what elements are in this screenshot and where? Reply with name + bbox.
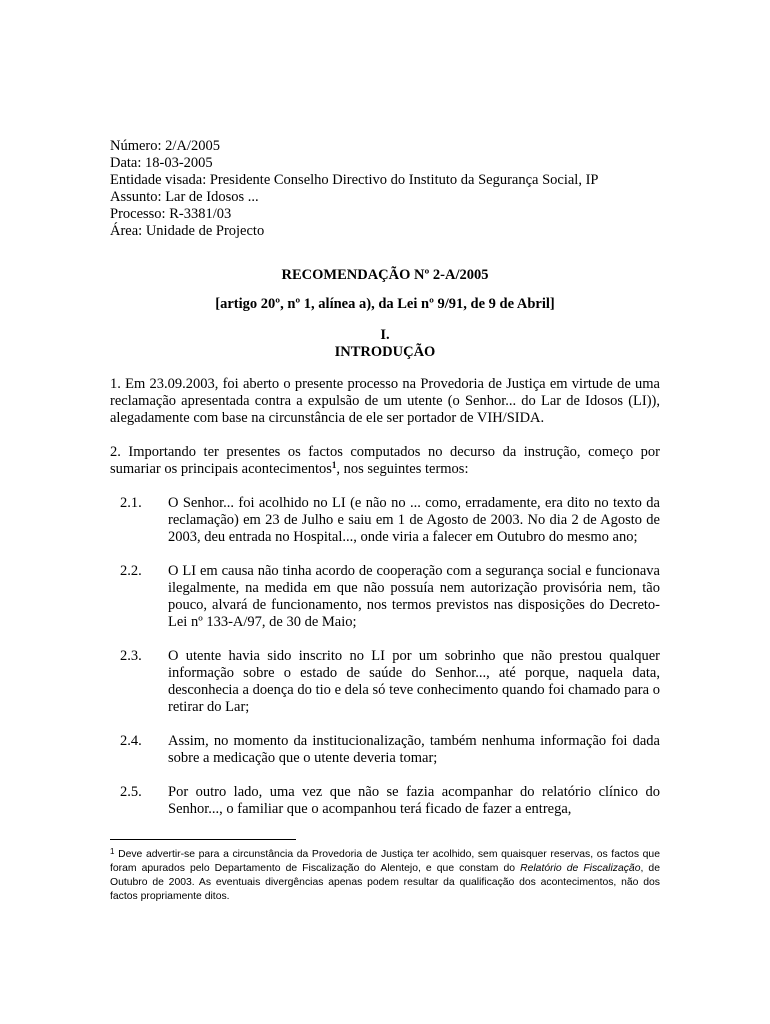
list-item xyxy=(120,784,660,818)
list-item-text: O LI em causa não tinha acordo de cooperação com a segurança social e funcionava ilegalmente, na medida em que não possuía nem autorização provisória nem, tão pouco, alvará de funcionamento, nos termos previstos nas disposições do Decreto-Lei nº 133-A/97, de 30 de Maio; xyxy=(168,563,660,630)
list-item xyxy=(120,495,660,546)
footnote-marker: 1 xyxy=(110,847,115,856)
header-data: Data: 18-03-2005 xyxy=(110,155,213,171)
footnote-ref[interactable]: 1 xyxy=(331,460,337,470)
paragraph-2-text: 2. Importando ter presentes os factos computados no decurso da instrução, começo por sumariar os principais acontecimentos xyxy=(110,444,660,477)
list-item xyxy=(120,648,660,716)
document-title: RECOMENDAÇÃO Nº 2-A/2005 xyxy=(281,267,489,283)
footnote-italic: Relatório de Fiscalização xyxy=(520,863,641,874)
header-area: Área: Unidade de Projecto xyxy=(110,223,265,239)
list-item-number: 2.4. xyxy=(120,733,142,749)
section-title: INTRODUÇÃO xyxy=(334,344,436,360)
list-item xyxy=(120,563,660,631)
document-header xyxy=(110,138,660,240)
header-entidade: Entidade visada: Presidente Conselho Directivo do Instituto da Segurança Social, IP xyxy=(110,172,599,188)
section-number: I. xyxy=(380,327,390,343)
list-item-text: Assim, no momento da institucionalização, também nenhuma informação foi dada sobre a medicação que o utente deveria tomar; xyxy=(168,733,660,766)
document-page xyxy=(110,138,660,835)
header-assunto: Assunto: Lar de Idosos ... xyxy=(110,189,259,205)
list-item-number: 2.5. xyxy=(120,784,142,800)
list-item-text: O utente havia sido inscrito no LI por um sobrinho que não prestou qualquer informação sobre o estado de saúde do Senhor..., até porque, naquela data, desconhecia a doença do tio e dela só teve conhecimento quando foi chamado para o retirar do Lar; xyxy=(168,648,660,715)
list-item-text: Por outro lado, uma vez que não se fazia acompanhar do relatório clínico do Senhor..., o familiar que o acompanhou terá ficado de fazer a entrega, xyxy=(168,784,660,817)
paragraph-2 xyxy=(110,444,660,478)
footnote-text: Deve advertir-se para a circunstância da Provedoria de Justiça ter acolhido, sem quaisquer reservas, os factos que foram apurados pelo Departamento de Fiscalização do Alentejo, e que constam do xyxy=(110,849,660,874)
list-item-text: O Senhor... foi acolhido no LI (e não no ... como, erradamente, era dito no texto da reclamação) em 23 de Julho e saiu em 1 de Agosto de 2003. No dia 2 de Agosto de 2003, deu entrada no Hospital..., onde viria a falecer em Outubro do mesmo ano; xyxy=(168,495,660,545)
footnote-text-tail: , de Outubro de 2003. As eventuais divergências apenas podem resultar da qualificação dos acontecimentos, não dos factos propriamente ditos. xyxy=(110,863,660,902)
paragraph-1: 1. Em 23.09.2003, foi aberto o presente processo na Provedoria de Justiça em virtude de uma reclamação apresentada contra a expulsão de um utente (o Senhor... do Lar de Idosos (LI)), alegadamente com base na circunstância de ele ser portador de VIH/SIDA. xyxy=(110,376,660,426)
list-item-number: 2.1. xyxy=(120,495,142,511)
document-subtitle: [artigo 20º, nº 1, alínea a), da Lei nº 9/91, de 9 de Abril] xyxy=(215,296,555,312)
list-item-number: 2.3. xyxy=(120,648,142,664)
numbered-list xyxy=(120,495,660,818)
paragraph-2-tail: , nos seguintes termos: xyxy=(336,461,469,477)
list-item xyxy=(120,733,660,767)
list-item-number: 2.2. xyxy=(120,563,142,579)
footnote-divider xyxy=(110,839,296,840)
footnote xyxy=(110,848,660,904)
header-numero: Número: 2/A/2005 xyxy=(110,138,220,154)
header-processo: Processo: R-3381/03 xyxy=(110,206,232,222)
